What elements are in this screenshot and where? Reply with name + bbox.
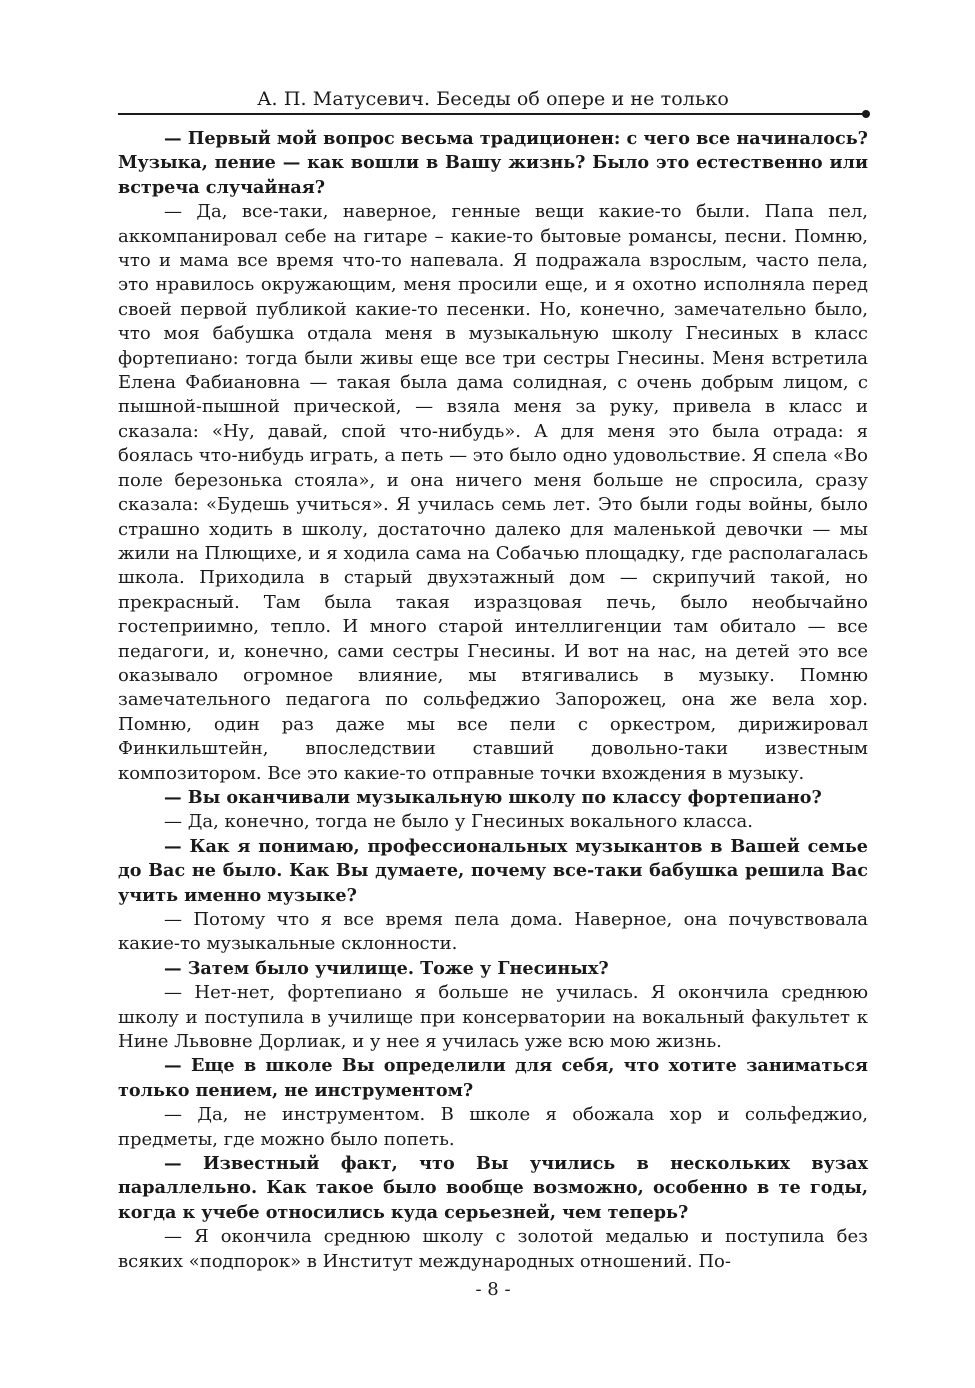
question-paragraph-2: — Вы оканчивали музыкальную школу по классу фортепиано? <box>164 786 822 808</box>
question-paragraph-4: — Затем было училище. Тоже у Гнесиных? <box>164 957 609 979</box>
page-number: - 8 - <box>475 1279 511 1300</box>
question-paragraph-5: — Еще в школе Вы определили для себя, что хотите заниматься только пением, не инструментом? <box>118 1055 868 1101</box>
answer-paragraph-5: — Да, не инструментом. В школе я обожала хор и сольфеджио, предметы, где можно было попеть. <box>118 1104 868 1150</box>
body-text <box>118 127 868 1274</box>
answer-paragraph-4: — Нет-нет, фортепиано я больше не училась. Я окончила среднюю школу и поступила в училище при консерватории на вокальный факультет к Нине Львовне Дорлиак, и у нее я училась уже всю мою жизнь. <box>118 982 868 1053</box>
answer-paragraph-2: — Да, конечно, тогда не было у Гнесиных вокального класса. <box>164 811 753 833</box>
answer-paragraph-6: — Я окончила среднюю школу с золотой медалью и поступила без всяких «подпорок» в Институт международных отношений. По- <box>118 1226 868 1272</box>
answer-paragraph-1: — Да, все-таки, наверное, генные вещи какие-то были. Папа пел, аккомпанировал себе на гитаре – какие-то бытовые романсы, песни. Помню, что и мама все время что-то напевала. Я подражала взрослым, часто пела, это нравилось окружающим, меня просили еще, и я охотно исполняла перед своей первой публикой какие-то песенки. Но, конечно, замечательно было, что моя бабушка отдала меня в музыкальную школу Гнесиных в класс фортепиано: тогда были живы еще все три сестры Гнесины. Меня встретила Елена Фабиановна — такая была дама солидная, с очень добрым лицом, с пышной-пышной прической, — взяла меня за руку, привела в класс и сказала: «Ну, давай, спой что-нибудь». А для меня это была отрада: я боялась что-нибудь играть, а петь — это было одно удовольствие. Я спела «Во поле березонька стояла», и она ничего меня больше не спросила, сразу сказала: «Будешь учиться». Я училась семь лет. Это были годы войны, было страшно ходить в школу, достаточно далеко для маленькой девочки — мы жили на Плющихе, и я ходила сама на Собачью площадку, где располагалась школа. Приходила в старый двухэтажный дом — скрипучий такой, но прекрасный. Там была такая изразцовая печь, было необычайно гостеприимно, тепло. И много старой интеллигенции там обитало — все педагоги, и, конечно, сами сестры Гнесины. И вот на нас, на детей это все оказывало огромное влияние, мы втягивались в музыку. Помню замечательного педагога по сольфеджио Запорожец, она же вела хор. Помню, один раз даже мы все пели с оркестром, дирижировал Финкильштейн, впоследствии ставший довольно-таки известным композитором. Все это какие-то отправные точки вхождения в музыку. <box>118 201 868 784</box>
answer-paragraph-3: — Потому что я все время пела дома. Наверное, она почувствовала какие-то музыкальные склонности. <box>118 909 868 955</box>
running-header: А. П. Матусевич. Беседы об опере и не только <box>257 88 729 110</box>
header-rule <box>118 113 868 115</box>
question-paragraph-1: — Первый мой вопрос весьма традиционен: с чего все начиналось? Музыка, пение — как вошли в Вашу жизнь? Было это естественно или встреча случайная? <box>118 128 868 198</box>
question-paragraph-6: — Известный факт, что Вы учились в нескольких вузах параллельно. Как такое было вообще возможно, особенно в те годы, когда к учебе относились куда серьезней, чем теперь? <box>118 1153 868 1223</box>
question-paragraph-3: — Как я понимаю, профессиональных музыкантов в Вашей семье до Вас не было. Как Вы думаете, почему все-таки бабушка решила Вас учить именно музыке? <box>118 835 868 906</box>
